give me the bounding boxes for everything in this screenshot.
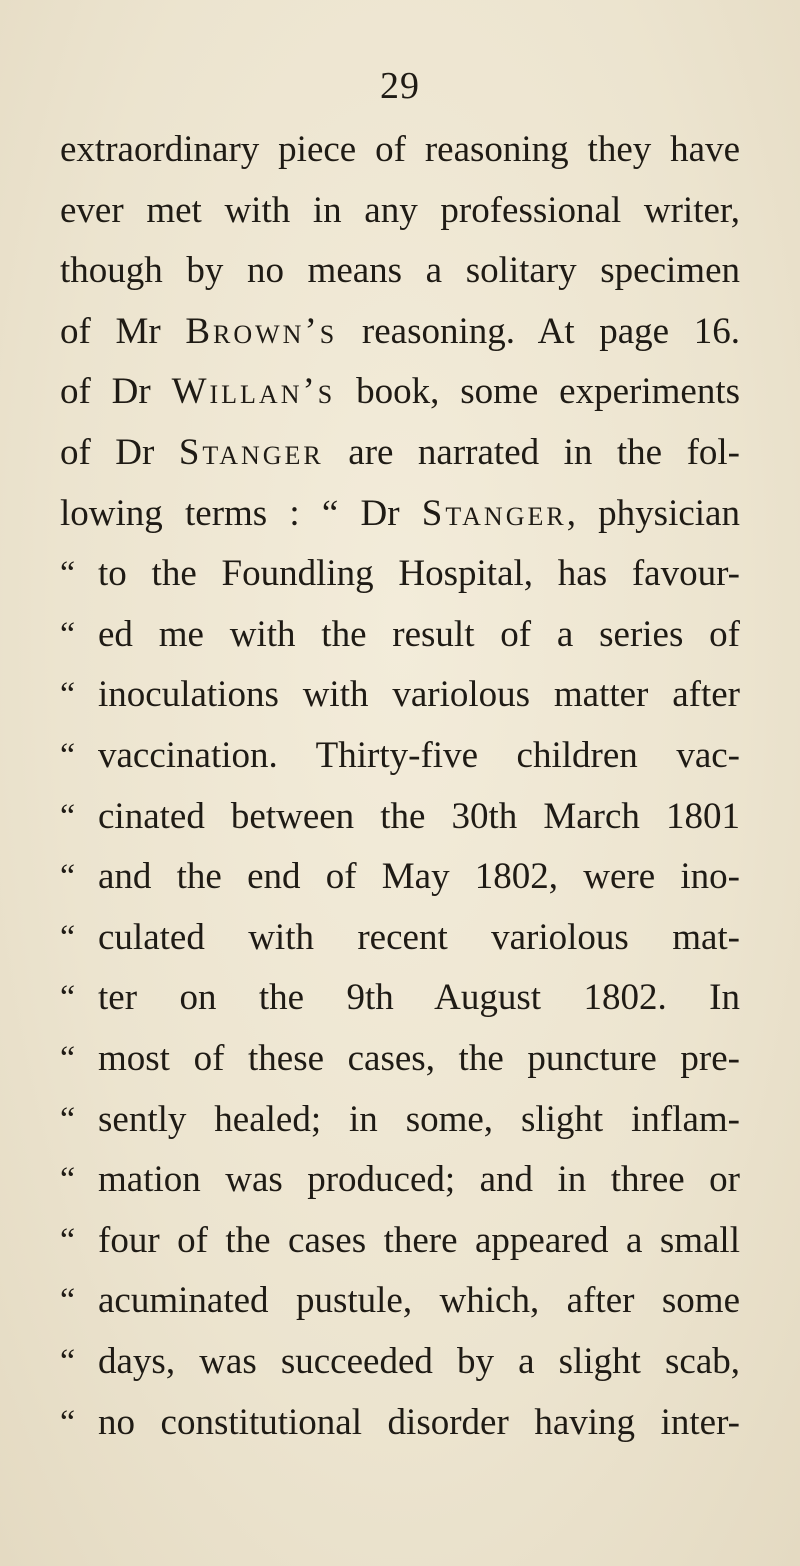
quotation-mark: “ — [60, 676, 76, 714]
quotation-mark: “ — [60, 1343, 76, 1380]
line-text — [98, 1332, 740, 1392]
quotation-mark: “ — [60, 737, 76, 774]
line-text — [98, 847, 740, 907]
text-line — [0, 847, 800, 907]
text-run: acuminated pustule, which, after some — [98, 1280, 740, 1322]
small-caps-name: Stanger — [421, 492, 567, 534]
quotation-mark: “ — [60, 1100, 76, 1138]
text-line — [0, 544, 800, 604]
line-text — [60, 484, 740, 544]
text-run: ed me with the result of a series of — [98, 613, 740, 655]
line-text — [98, 726, 740, 786]
text-run: reasoning. At page 16. — [337, 310, 740, 352]
quotation-mark: “ — [60, 1403, 76, 1441]
small-caps-name: Willan’s — [171, 371, 336, 413]
text-run: cinated between the 30th March 1801 — [98, 795, 740, 837]
text-run: no constitutional disorder having inter- — [98, 1401, 740, 1443]
text-run: of Dr — [60, 371, 172, 413]
line-text — [60, 120, 740, 180]
text-run: of Dr — [60, 432, 179, 473]
page-number: 29 — [380, 65, 420, 107]
text-line — [0, 181, 800, 241]
line-text — [98, 544, 740, 604]
text-line — [0, 1332, 800, 1392]
line-text — [98, 1090, 740, 1150]
line-text — [98, 605, 740, 665]
text-run: days, was succeeded by a slight scab, — [98, 1341, 740, 1382]
text-run: four of the cases there appeared a small — [98, 1219, 740, 1261]
text-run: ever met with in any professional writer, — [60, 189, 740, 231]
text-line — [0, 1393, 800, 1453]
text-run: ter on the 9th August 1802. In — [98, 977, 740, 1019]
text-line — [0, 1271, 800, 1331]
text-line — [0, 423, 800, 483]
text-run: mation was produced; and in three or — [98, 1159, 740, 1201]
text-line — [0, 1150, 800, 1210]
line-text — [60, 302, 740, 362]
line-text — [60, 181, 740, 241]
line-text — [98, 1029, 740, 1089]
text-run: though by no means a solitary specimen — [60, 250, 740, 292]
text-line — [0, 787, 800, 847]
text-run: inoculations with variolous matter after — [98, 674, 740, 716]
text-line — [0, 1029, 800, 1089]
text-run: of Mr — [60, 310, 186, 352]
quotation-mark: “ — [60, 858, 76, 896]
quotation-mark: “ — [60, 1282, 76, 1320]
text-run: culated with recent variolous mat- — [98, 916, 740, 958]
text-line — [0, 1090, 800, 1150]
text-run: to the Foundling Hospital, has favour- — [98, 553, 740, 595]
line-text — [60, 241, 740, 301]
quotation-mark: “ — [60, 979, 76, 1017]
text-line — [0, 484, 800, 544]
text-line — [0, 120, 800, 180]
line-text — [98, 787, 740, 847]
line-text — [98, 1271, 740, 1331]
quotation-mark: “ — [60, 1040, 76, 1077]
text-run: are narrated in the fol- — [323, 432, 740, 473]
text-run: book, some experiments — [335, 371, 740, 413]
line-text — [98, 1150, 740, 1210]
text-run: sently healed; in some, slight inflam- — [98, 1098, 740, 1140]
text-run: and the end of May 1802, were ino- — [98, 856, 740, 898]
text-line — [0, 665, 800, 725]
line-text — [98, 968, 740, 1028]
small-caps-name: Stanger — [178, 432, 324, 473]
text-line — [0, 908, 800, 968]
text-run: lowing terms : “ Dr — [60, 492, 422, 534]
line-text — [60, 362, 740, 422]
quotation-mark: “ — [60, 1221, 76, 1259]
text-line — [0, 302, 800, 362]
text-line — [0, 362, 800, 422]
text-run: vaccination. Thirty-five children vac- — [98, 735, 740, 776]
line-text — [98, 908, 740, 968]
line-text — [98, 1211, 740, 1271]
text-run: , physician — [566, 492, 740, 534]
text-line — [0, 1211, 800, 1271]
quotation-mark: “ — [60, 918, 76, 956]
line-text — [98, 1393, 740, 1453]
text-line — [0, 968, 800, 1028]
line-text — [98, 665, 740, 725]
text-run: most of these cases, the puncture pre- — [98, 1038, 740, 1079]
text-line — [0, 726, 800, 786]
quotation-mark: “ — [60, 797, 76, 835]
text-line — [0, 241, 800, 301]
text-run: extraordinary piece of reasoning they have — [60, 129, 740, 170]
line-text — [60, 423, 740, 483]
quotation-mark: “ — [60, 555, 76, 593]
small-caps-name: Brown’s — [185, 310, 338, 352]
quotation-mark: “ — [60, 1161, 76, 1199]
quotation-mark: “ — [60, 615, 76, 653]
text-line — [0, 605, 800, 665]
